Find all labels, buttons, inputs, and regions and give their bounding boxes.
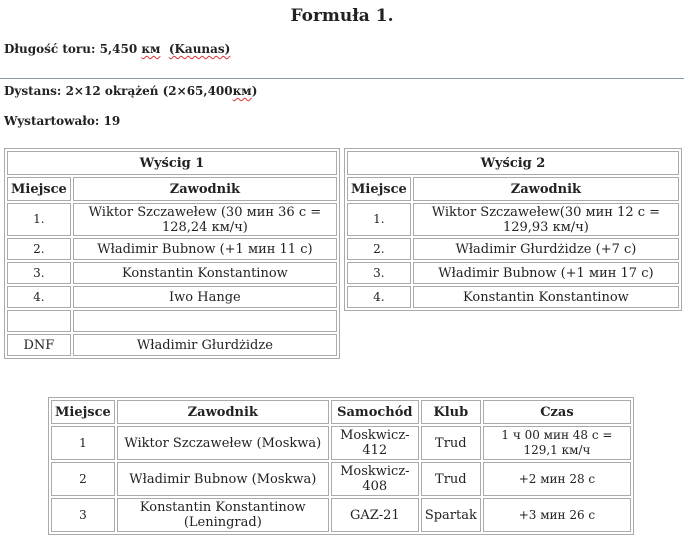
- final-col-car: Samochód: [331, 400, 419, 424]
- final-driver: Konstantin Konstantinow (Leningrad): [117, 498, 329, 532]
- race1-place: 1.: [7, 203, 71, 236]
- table-row: [51, 426, 631, 460]
- race2-place: 1.: [347, 203, 411, 236]
- table-row: [347, 262, 679, 284]
- race1-heading: Wyścig 1: [7, 151, 337, 175]
- final-club: Trud: [421, 426, 481, 460]
- race1-driver: Wiktor Szczawełew (30 мин 36 с = 128,24 км/ч): [73, 203, 337, 236]
- race1-driver: Władimir Bubnow (+1 мин 11 с): [73, 238, 337, 260]
- final-table: [48, 397, 634, 535]
- final-driver: Władimir Bubnow (Moskwa): [117, 462, 329, 496]
- race1-driver: [73, 310, 337, 332]
- race2-col-driver: Zawodnik: [413, 177, 679, 201]
- track-length-label: Długość toru:: [4, 42, 96, 56]
- table-row: [7, 334, 337, 356]
- race2-col-place: Miejsce: [347, 177, 411, 201]
- race1-table: [4, 148, 340, 359]
- final-car: Moskwicz-408: [331, 462, 419, 496]
- final-car: GAZ-21: [331, 498, 419, 532]
- final-club: Spartak: [421, 498, 481, 532]
- table-row: [347, 238, 679, 260]
- final-club: Trud: [421, 462, 481, 496]
- final-place: 1: [51, 426, 115, 460]
- distance-label: Dystans:: [4, 84, 62, 98]
- final-time: +3 мин 26 с: [483, 498, 631, 532]
- distance-value: 2×12 okrążeń (2×65,400: [65, 84, 233, 98]
- race1-place: DNF: [7, 334, 71, 356]
- race2-table: [344, 148, 682, 311]
- table-row: [51, 462, 631, 496]
- race2-driver: Konstantin Konstantinow: [413, 286, 679, 308]
- race2-place: 4.: [347, 286, 411, 308]
- table-row: [51, 498, 631, 532]
- final-time: 1 ч 00 мин 48 с = 129,1 км/ч: [483, 426, 631, 460]
- distance-suffix: ): [251, 84, 258, 98]
- final-car: Moskwicz-412: [331, 426, 419, 460]
- track-length-line: [4, 42, 230, 56]
- final-col-club: Klub: [421, 400, 481, 424]
- race1-driver: Władimir Głurdżidze: [73, 334, 337, 356]
- track-length-value: 5,450: [99, 42, 138, 56]
- table-row: [7, 203, 337, 236]
- race1-place: 2.: [7, 238, 71, 260]
- track-length-unit: км: [141, 42, 161, 56]
- table-row: [347, 286, 679, 308]
- race1-place: 4.: [7, 286, 71, 308]
- race1-driver: Konstantin Konstantinow: [73, 262, 337, 284]
- table-row: [7, 310, 337, 332]
- race1-place: 3.: [7, 262, 71, 284]
- final-place: 3: [51, 498, 115, 532]
- race2-place: 3.: [347, 262, 411, 284]
- table-row: [7, 262, 337, 284]
- race2-place: 2.: [347, 238, 411, 260]
- race1-place: [7, 310, 71, 332]
- final-place: 2: [51, 462, 115, 496]
- race1-col-driver: Zawodnik: [73, 177, 337, 201]
- final-col-driver: Zawodnik: [117, 400, 329, 424]
- race1-driver: Iwo Hange: [73, 286, 337, 308]
- final-time: +2 мин 28 с: [483, 462, 631, 496]
- race2-heading: Wyścig 2: [347, 151, 679, 175]
- final-driver: Wiktor Szczawełew (Moskwa): [117, 426, 329, 460]
- distance-unit: км: [232, 84, 252, 98]
- separator: [0, 78, 684, 79]
- table-row: [7, 286, 337, 308]
- table-row: [347, 203, 679, 236]
- track-place: (Kaunas): [168, 42, 231, 56]
- final-col-time: Czas: [483, 400, 631, 424]
- started-count: Wystartowało: 19: [4, 114, 121, 128]
- race1-col-place: Miejsce: [7, 177, 71, 201]
- race2-driver: Władimir Bubnow (+1 мин 17 с): [413, 262, 679, 284]
- page-title: Formuła 1.: [290, 6, 394, 26]
- distance-line: [4, 84, 257, 98]
- table-row: [7, 238, 337, 260]
- final-col-place: Miejsce: [51, 400, 115, 424]
- race2-driver: Wiktor Szczawełew(30 мин 12 с = 129,93 км/ч): [413, 203, 679, 236]
- race2-driver: Władimir Głurdżidze (+7 с): [413, 238, 679, 260]
